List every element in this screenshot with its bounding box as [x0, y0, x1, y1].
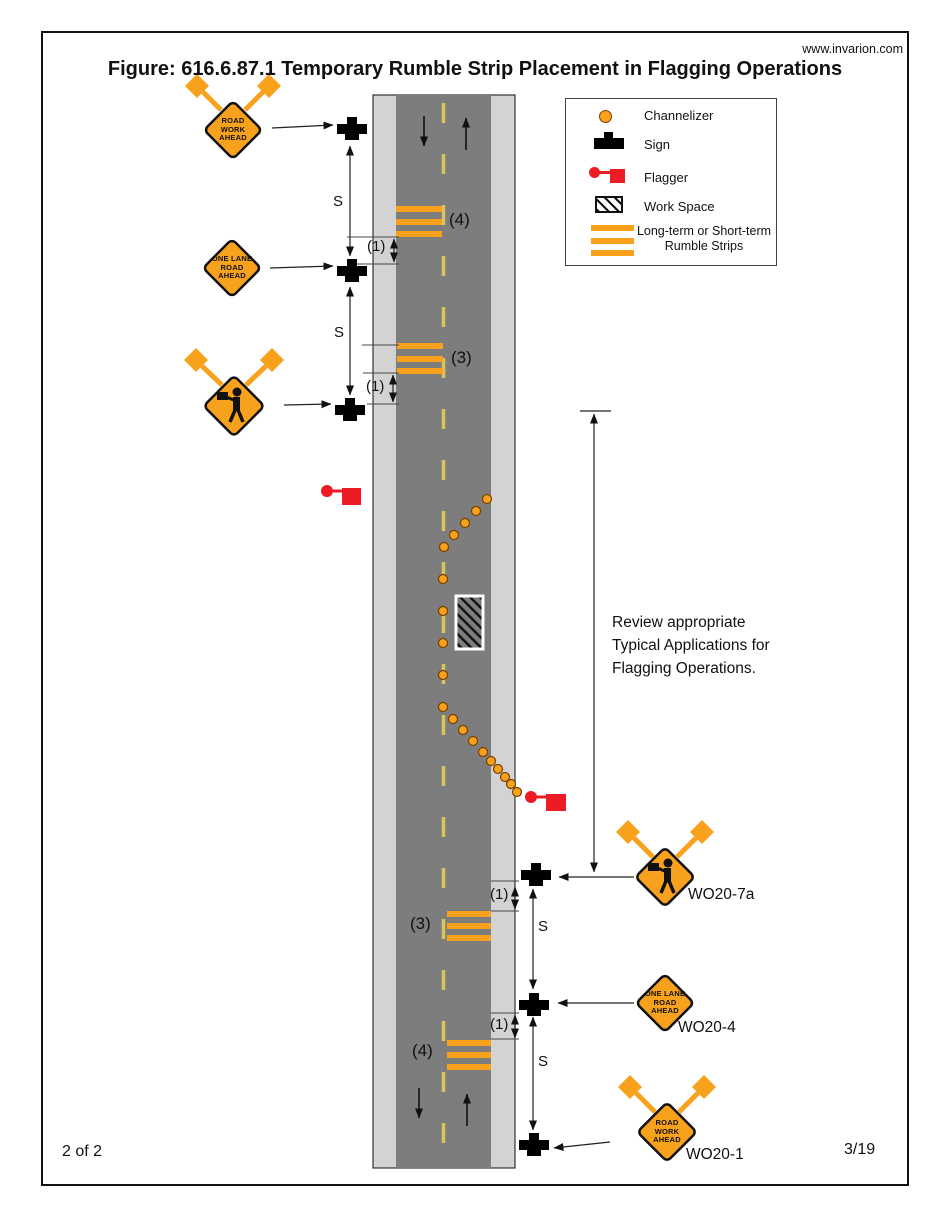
work-space: [456, 596, 483, 649]
leader-road-work-left: [272, 125, 333, 128]
page-number: 2 of 2: [62, 1143, 103, 1160]
sign-symbol-left-3: [335, 398, 365, 421]
leader-flagger-sign-left: [284, 404, 331, 405]
legend-label-rumble-line1: Long-term or Short-term: [636, 224, 772, 238]
sign-code-wo20-7a: WO20-7a: [688, 886, 755, 903]
channelizer-icon: [439, 607, 448, 616]
sign-text-line: WORK: [220, 124, 246, 134]
rumble-strips-upper-first: [396, 206, 442, 237]
flagger-upstream-icon: [321, 485, 361, 505]
review-note-line3: Flagging Operations.: [612, 660, 756, 677]
flagger-legend-icon: [610, 169, 625, 183]
legend-label-rumble-line2: Rumble Strips: [664, 239, 744, 253]
rumble-strips-lower-second: [447, 1040, 491, 1070]
channelizer-icon: [513, 788, 522, 797]
channelizer-icon: [439, 703, 448, 712]
channelizer-icon: [450, 531, 459, 540]
sign-text-line: ROAD: [655, 1118, 679, 1128]
sign-text-line: ONE LANE: [211, 254, 253, 264]
leader-road-work-right: [554, 1142, 610, 1148]
channelizer-icon: [494, 765, 503, 774]
work-space-legend-icon: [595, 196, 623, 213]
rumble-strips-lower-first: [447, 911, 491, 941]
channelizer-icon: [479, 748, 488, 757]
rumble-strip-legend-icon: [591, 250, 634, 256]
sign-symbol-right-1: [521, 863, 551, 886]
buffer-label-right-2: (1): [490, 1016, 509, 1033]
flagger-downstream-icon: [525, 791, 566, 811]
sign-code-wo20-1: WO20-1: [686, 1146, 744, 1163]
sign-legend-icon: [594, 138, 624, 149]
sign-code-wo20-4: WO20-4: [678, 1019, 736, 1036]
channelizer-icon: [439, 639, 448, 648]
buffer-label-left-2: (1): [366, 378, 385, 395]
figure-title: Figure: 616.6.87.1 Temporary Rumble Strip Placement in Flagging Operations: [107, 58, 843, 80]
website-url: www.invarion.com: [802, 42, 903, 56]
sign-symbol-right-3: [519, 1133, 549, 1156]
legend-label-channelizer: Channelizer: [644, 108, 714, 123]
review-note-line2: Typical Applications for: [612, 637, 770, 654]
rumble-count-upper-second: (3): [451, 348, 472, 367]
spacing-label-right-2: S: [538, 1053, 549, 1070]
sign-text-line: ROAD: [653, 997, 677, 1007]
channelizer-icon: [483, 495, 492, 504]
leader-one-lane-left: [270, 266, 333, 268]
review-note: [612, 611, 782, 680]
rumble-count-lower-first: (3): [410, 914, 431, 933]
legend-label-work-space: Work Space: [644, 199, 715, 214]
sign-text-road-work-ahead-right: [622, 1118, 712, 1146]
legend-label-flagger: Flagger: [644, 170, 689, 185]
buffer-label-right-1: (1): [490, 886, 509, 903]
spacing-label-left-1: S: [333, 193, 344, 210]
rumble-strip-legend-icon: [591, 238, 634, 244]
channelizer-icon: [440, 543, 449, 552]
buffer-label-left-1: (1): [367, 238, 386, 255]
sign-text-line: WORK: [654, 1126, 680, 1136]
date-label: 3/19: [844, 1141, 876, 1158]
sign-text-line: AHEAD: [651, 1006, 679, 1016]
sign-flagger-symbol-left: [184, 348, 284, 436]
sign-text-one-lane-right: [620, 989, 710, 1017]
sign-text-line: AHEAD: [219, 133, 247, 143]
rumble-strip-legend-icon: [591, 225, 634, 231]
channelizer-icon: [449, 715, 458, 724]
channelizer-icon: [439, 575, 448, 584]
sign-text-line: ROAD: [220, 262, 244, 272]
channelizer-icon: [469, 737, 478, 746]
rumble-strips-upper-second: [397, 343, 443, 374]
sign-symbol-left-2: [337, 259, 367, 282]
channelizer-icon: [461, 519, 470, 528]
channelizer-icon: [459, 726, 468, 735]
channelizer-legend-icon: [599, 110, 612, 123]
spacing-label-right-1: S: [538, 918, 549, 935]
channelizer-icon: [507, 780, 516, 789]
sign-text-line: ROAD: [221, 116, 245, 126]
review-note-line1: Review appropriate: [612, 614, 746, 631]
legend-label-rumble-strips: [636, 224, 772, 254]
rumble-count-upper-first: (4): [449, 210, 470, 229]
sign-text-line: AHEAD: [653, 1135, 681, 1145]
channelizer-icon: [439, 671, 448, 680]
legend-box: [565, 98, 777, 266]
sign-text-line: AHEAD: [218, 271, 246, 281]
sign-symbol-left-1: [337, 117, 367, 140]
channelizer-icon: [472, 507, 481, 516]
legend-label-sign: Sign: [644, 137, 671, 152]
rumble-count-lower-second: (4): [412, 1041, 433, 1060]
channelizer-icon: [487, 757, 496, 766]
sign-text-road-work-ahead-left: [188, 116, 278, 144]
sign-symbol-right-2: [519, 993, 549, 1016]
sign-text-one-lane-left: [187, 254, 277, 282]
sign-text-line: ONE LANE: [644, 989, 686, 999]
spacing-label-left-2: S: [334, 324, 345, 341]
